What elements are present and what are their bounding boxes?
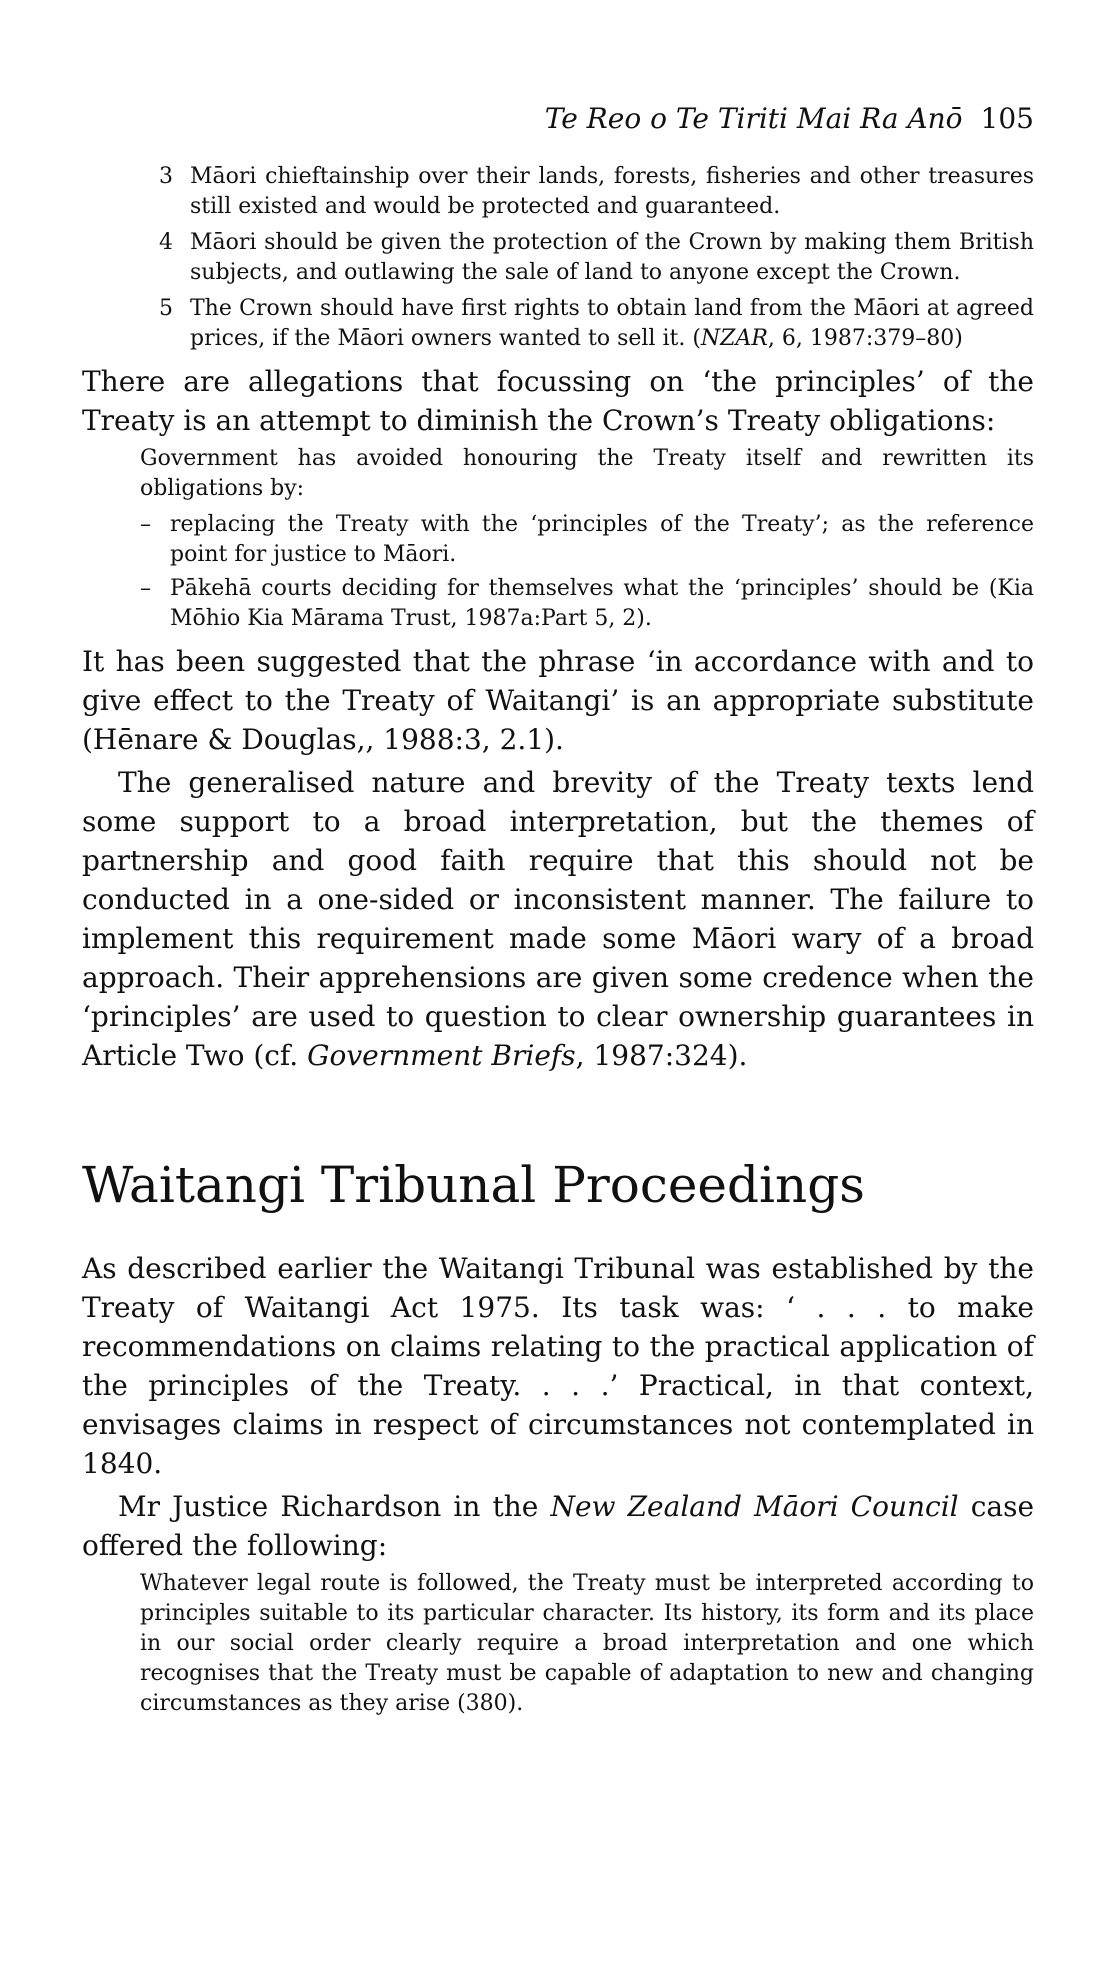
block-quote-government: Government has avoided honouring the Treaty itself and rewritten its obligations by: [140,446,1034,501]
list-item-number: 5 [159,296,173,321]
dash-list-item [140,574,1034,634]
list-item [82,228,1034,288]
list-item-text: Māori should be given the protection of the Crown by making them British subjects, and outlawing the sale of land to anyone except the Crown. [190,230,1034,285]
paragraph-tribunal: As described earlier the Waitangi Tribunal was established by the Treaty of Waitangi Act 1975. Its task was: ‘ . . . to make recommendations on claims relating to the practical application of the principles of the Treaty. . . .’ Practical, in that context, envisages claims in respect of circumstances not contemplated in 1840. [82,1252,1034,1480]
paragraph-text: The generalised nature and brevity of the Treaty texts lend some support to a broad interpretation, but the themes of partnership and good faith require that this should not be conducted in a one-sided or inconsistent manner. The failure to implement this requirement made some Māori wary of a broad approach. Their apprehensions are given some credence when the ‘principles’ are used to question to clear ownership guarantees in Article Two (cf. [82,766,1034,1072]
running-head [82,100,1034,138]
dash-list [140,510,1034,634]
citation-italic: Government Briefs [307,1039,576,1072]
list-item-text: Māori chieftainship over their lands, forests, fisheries and other treasures still existed and would be protected and guaranteed. [190,164,1034,219]
case-name-italic: New Zealand Māori Council [550,1490,959,1523]
paragraph-allegations: There are allegations that focussing on ‘the principles’ of the Treaty is an attempt to diminish the Crown’s Treaty obligations: [82,365,1034,437]
block-quote-richardson: Whatever legal route is followed, the Treaty must be interpreted according to principles suitable to its particular character. Its history, its form and its place in our social order clearly require a broad interpretation and one which recognises that the Treaty must be capable of adaptation to new and changing circumstances as they arise (380). [140,1571,1034,1716]
list-item-number: 3 [159,164,173,189]
paragraph-richardson [82,1487,1034,1565]
document-page [82,100,1034,1725]
section-heading: Waitangi Tribunal Proceedings [82,1156,865,1214]
numbered-list [82,162,1034,354]
list-item-text [190,294,1034,354]
list-item-text-start: The Crown should have first rights to obtain land from the Māori at agreed prices, if the Māori owners wanted to sell it. ( [190,296,1034,351]
dash-marker: – [140,576,151,601]
list-item [82,294,1034,354]
paragraph-text-end: case offered the following: [82,1490,1035,1562]
dash-item-text: replacing the Treaty with the ‘principles of the Treaty’; as the reference point for justice to Māori. [170,512,1034,567]
dash-list-item [140,510,1034,570]
paragraph-suggestion: It has been suggested that the phrase ‘in accordance with and to give effect to the Treaty of Waitangi’ is an appropriate substitute (Hēnare & Douglas,, 1988:3, 2.1). [82,645,1034,756]
list-item-text-end: , 6, 1987:379–80) [767,326,963,351]
dash-marker: – [140,512,151,537]
paragraph-text: Mr Justice Richardson in the [118,1490,551,1523]
list-item [82,162,1034,222]
page-number: 105 [980,102,1034,135]
dash-item-text: Pākehā courts deciding for themselves what the ‘principles’ should be (Kia Mōhio Kia Mārama Trust, 1987a:Part 5, 2). [170,576,1034,631]
citation-italic: NZAR [700,326,768,351]
running-head-title: Te Reo o Te Tiriti Mai Ra Anō [544,102,963,135]
paragraph-text-end: , 1987:324). [575,1039,748,1072]
list-item-number: 4 [159,230,173,255]
paragraph-generalised [82,763,1034,1075]
